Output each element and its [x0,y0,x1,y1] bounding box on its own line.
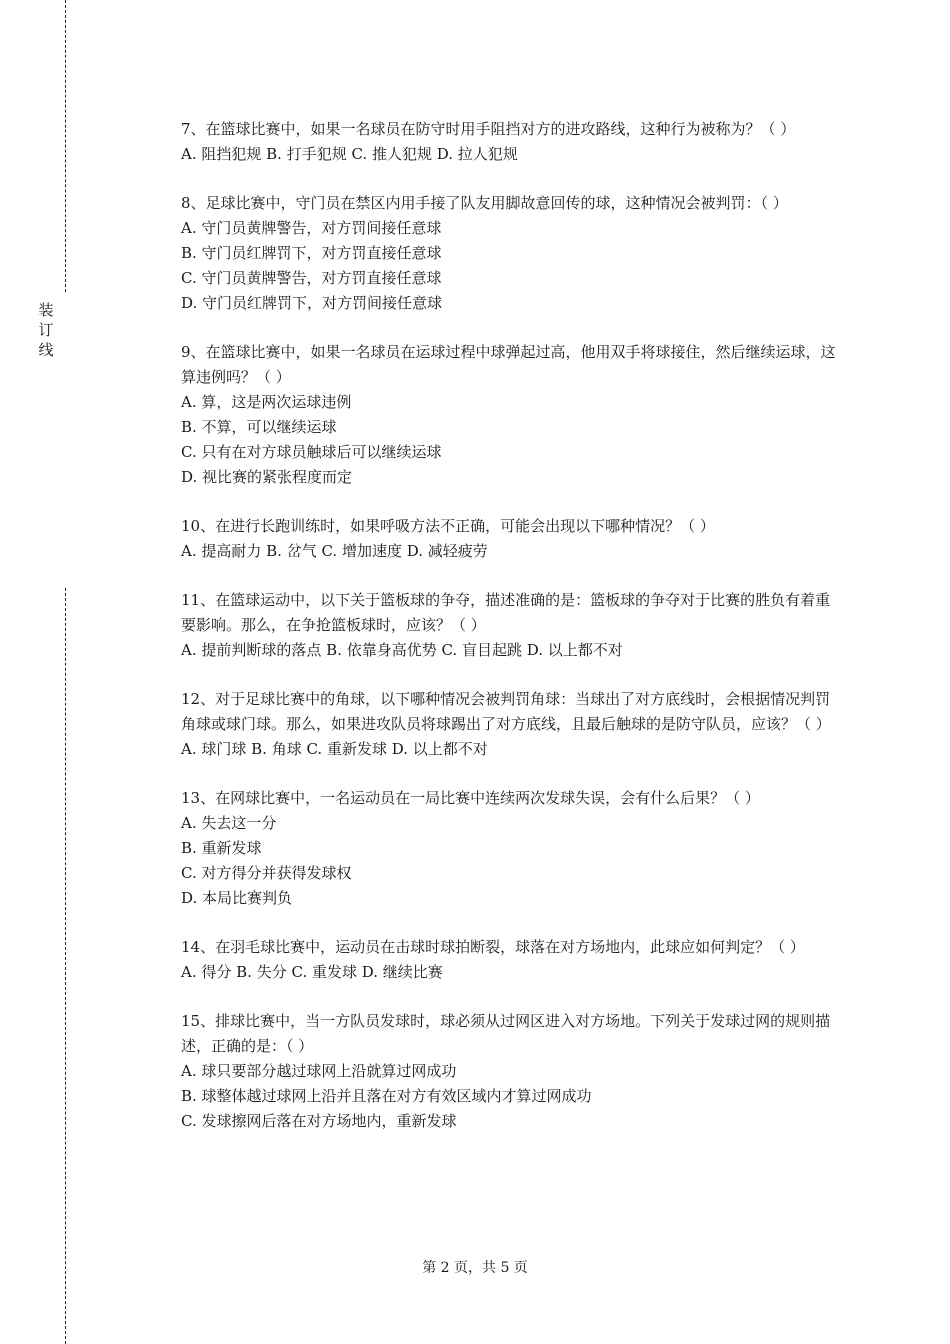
question-stem: 14、在羽毛球比赛中，运动员在击球时球拍断裂，球落在对方场地内，此球应如何判定？（ ） [181,938,805,956]
question-stem: 9、在篮球比赛中，如果一名球员在运球过程中球弹起过高，他用双手将球接住，然后继续运球，这算违例吗？（ ） [181,343,836,386]
binding-label-char: 线 [38,341,54,359]
question-13 [181,786,841,911]
question-10 [181,514,841,564]
option-line: A. 球门球 B. 角球 C. 重新发球 D. 以上都不对 [181,740,488,758]
option-line: A. 提前判断球的落点 B. 依靠身高优势 C. 盲目起跳 D. 以上都不对 [181,641,623,659]
binding-line-bottom [65,588,66,1344]
option-line: A. 失去这一分 [181,814,277,832]
option-line: B. 守门员红牌罚下，对方罚直接任意球 [181,244,442,262]
question-14 [181,935,841,985]
option-line: C. 守门员黄牌警告，对方罚直接任意球 [181,269,442,287]
question-stem: 8、足球比赛中，守门员在禁区内用手接了队友用脚故意回传的球，这种情况会被判罚：（ ） [181,194,788,212]
question-11 [181,588,841,663]
option-line: A. 球只要部分越过球网上沿就算过网成功 [181,1062,457,1080]
binding-label-char: 装 [38,301,54,319]
page-footer: 第 2 页，共 5 页 [422,1260,528,1276]
option-line: D. 视比赛的紧张程度而定 [181,468,353,486]
option-line: B. 不算，可以继续运球 [181,418,337,436]
question-15 [181,1009,841,1134]
question-7 [181,117,841,167]
option-line: C. 发球擦网后落在对方场地内，重新发球 [181,1112,457,1130]
option-line: B. 重新发球 [181,839,262,857]
option-line: A. 提高耐力 B. 岔气 C. 增加速度 D. 减轻疲劳 [181,542,488,560]
question-stem: 13、在网球比赛中，一名运动员在一局比赛中连续两次发球失误，会有什么后果？（ ） [181,789,760,807]
option-line: C. 对方得分并获得发球权 [181,864,352,882]
option-line: B. 球整体越过球网上沿并且落在对方有效区域内才算过网成功 [181,1087,592,1105]
question-8 [181,191,841,316]
question-stem: 10、在进行长跑训练时，如果呼吸方法不正确，可能会出现以下哪种情况？（ ） [181,517,715,535]
option-line: A. 得分 B. 失分 C. 重发球 D. 继续比赛 [181,963,443,981]
option-line: C. 只有在对方球员触球后可以继续运球 [181,443,442,461]
binding-label-char: 订 [38,321,54,339]
option-line: D. 本局比赛判负 [181,889,293,907]
option-line: A. 守门员黄牌警告，对方罚间接任意球 [181,219,442,237]
option-line: D. 守门员红牌罚下，对方罚间接任意球 [181,294,443,312]
binding-line-top [65,0,66,292]
question-stem: 12、对于足球比赛中的角球，以下哪种情况会被判罚角球：当球出了对方底线时，会根据情况判罚角球或球门球。那么，如果进攻队员将球踢出了对方底线，且最后触球的是防守队员，应该？（ ） [181,690,831,733]
option-line: A. 算，这是两次运球违例 [181,393,352,411]
question-stem: 11、在篮球运动中，以下关于篮板球的争夺，描述准确的是：篮板球的争夺对于比赛的胜负有着重要影响。那么，在争抢篮板球时，应该？（ ） [181,591,831,634]
question-12 [181,687,841,762]
question-9 [181,340,841,490]
question-list [181,117,841,1158]
option-line: A. 阻挡犯规 B. 打手犯规 C. 推人犯规 D. 拉人犯规 [181,145,518,163]
question-stem: 7、在篮球比赛中，如果一名球员在防守时用手阻挡对方的进攻路线，这种行为被称为？（ ） [181,120,796,138]
question-stem: 15、排球比赛中，当一方队员发球时，球必须从过网区进入对方场地。下列关于发球过网的规则描述，正确的是：（ ） [181,1012,831,1055]
binding-label [36,300,56,360]
